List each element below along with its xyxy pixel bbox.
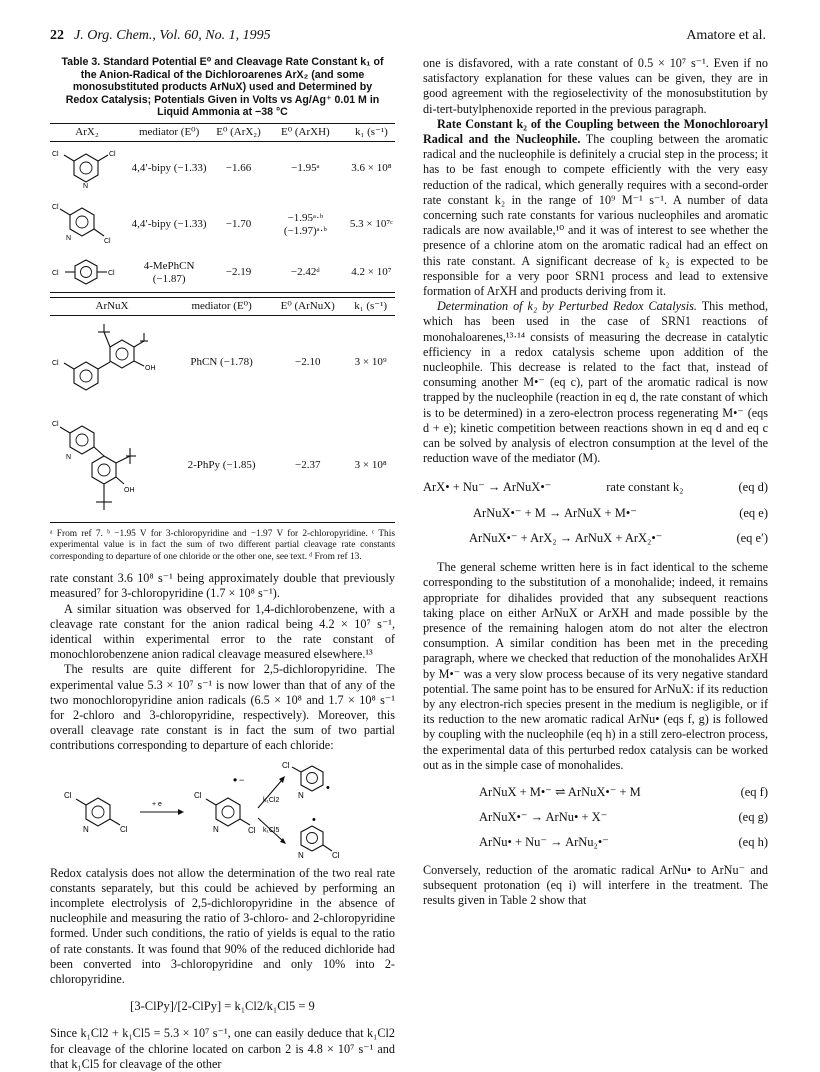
equation-text: ArNu• + Nu⁻ → ArNu₂•⁻ (479, 835, 609, 850)
table-3 (50, 123, 395, 293)
paragraph: rate constant 3.6 10⁸ s⁻¹ being approximately double that previously measured⁷ for 3-chloropyridine (1.7 × 10⁸ s⁻¹). (50, 571, 395, 601)
paragraph: This method, which has been used in the case of SRN1 reactions of monohaloarenes,¹³·¹⁴ consists of measuring the decrease in catalytic efficiency in a redox catalysis scheme upon addition of the nucleophile. This decrease is related to the fact that, instead of consuming another M•⁻ (eq c), part of the aromatic radical is now trapped by the nucleophile (reaction in eq d, the rate constant of which is to be determined) in a zero-electron process regenerating M•⁻ (eqs d + e); kinetic competition between reactions shown in eq d and eq c can be solved by analysis of electron consumption at the level of the reduction wave of the mediator (M). (423, 299, 768, 466)
equation-tag: (eq e′) (736, 530, 768, 545)
chem-label: N (83, 824, 89, 834)
table-row (50, 315, 395, 410)
chem-label: Cl (52, 269, 59, 277)
section-heading: Rate Constant k₂ of the Coupling between the Monochloroaryl Radical and the Nucleophile. (423, 116, 768, 147)
svg-text:OH: OH (124, 486, 135, 494)
table-row (50, 196, 395, 254)
cell-k1: 4.2 × 10⁷ (351, 266, 392, 279)
paragraph: A similar situation was observed for 1,4-dichlorobenzene, with a cleavage rate constant for the anion radical being 4.2 × 10⁷ s⁻¹, identical within experimental error to the rate constant of monochlorobenzene anion radical cleavage measured elsewhere.¹³ (50, 601, 395, 662)
svg-text:•: • (312, 813, 316, 826)
col-header-e-arxh: E⁰ (ArXH) (280, 125, 330, 138)
chem-label: Cl (52, 203, 59, 211)
pyridyl-phenol-structure-icon (52, 412, 172, 516)
table-header-row (50, 123, 395, 141)
chem-label: N (66, 234, 72, 242)
cleavage-scheme (50, 760, 395, 860)
col-header-k1: k₁ (s⁻¹) (355, 125, 388, 138)
chem-label: N (298, 790, 304, 800)
paragraph: Conversely, reduction of the aromatic radical ArNu• to ArNu⁻ and subsequent protonation (eq i) will interfere in the treatment. The results given in Table 2 show that (423, 862, 768, 907)
page-number: 22 (50, 28, 64, 43)
col-header-k1: k₁ (s⁻¹) (354, 299, 388, 312)
equation-row (423, 480, 768, 495)
equation-text: ArNuX•⁻ + ArX₂ → ArNuX + ArX₂•⁻ (469, 530, 663, 545)
paragraph: Since k₁Cl2 + k₁Cl5 = 5.3 × 10⁷ s⁻¹, one can easily deduce that k₁Cl2 for cleavage of the chlorine located on carbon 2 is 4.8 × 10⁷ s⁻¹ and that k₁Cl5 for cleavage of the other (50, 1026, 395, 1071)
structure-2-5-dichloropyridine (50, 196, 124, 254)
paragraph: The general scheme written here is in fact identical to the scheme corresponding to the substitution of a monohalide; indeed, it remains appropriate for dihalides provided that any subsequent reactions taking place on either ArNuX or ArXH and made possible by the presence of the remaining halogen atom do not alter the electron consumption. A similar condition has been met in the preceding paragraph, where we checked that reduction of the monohalides ArXH by M•⁻ was a very slow process because of its very negative standard potential. The same point has to be ensured for ArNuX: if its reduction by any electron-rich species present in the medium is negligible, or if its reduction to the new aromatic radical ArNu• (eqs f, g) is followed by coupling with the nucleophile (eq h) in a still zero-electron process, the experimental data of this perturbed redox catalysis can be worked out as in the simple case of monohalides. (423, 560, 768, 772)
table-row (50, 254, 395, 293)
structure-arnux-2 (50, 410, 174, 523)
cell-mediator: 4,4′-bipy (−1.33) (131, 162, 207, 175)
equation-row (479, 810, 768, 825)
table-caption: Table 3. Standard Potential E⁰ and Cleavage Rate Constant k₁ of the Anion-Radical of the Dichloroarenes ArX₂ (and some monosubstituted products ArNuX) used and Determined by Redox Catalysis; Potentials Given in Volts vs Ag/Ag⁺ 0.01 M in Liquid Ammonia at −38 °C (61, 56, 384, 119)
equations-d-e (423, 480, 768, 546)
chem-label: Cl (120, 824, 128, 834)
equation-tag: (eq e) (739, 505, 768, 520)
table-header-row (50, 297, 395, 315)
cell-k1: 5.3 × 10⁷ᶜ (349, 218, 393, 231)
col-header-mediator: mediator (E⁰) (191, 299, 252, 312)
chem-label: Cl (282, 760, 290, 770)
subsection-heading: Determination of k₂ by Perturbed Redox Catalysis. (437, 299, 697, 314)
col-header-e-arx2: E⁰ (ArX₂) (216, 125, 261, 138)
chem-label: Cl (332, 850, 340, 860)
paragraph: The coupling between the aromatic radical and the nucleophile is definitely a crucial step in the process; it has to be fast enough to compete efficiently with the very easy reduction of the radical, which generally requires with a second-order rate constant k₂ in the range of 10⁹ M⁻¹ s⁻¹. A number of data concerning such rate constants for various nucleophiles and aromatic radicals are now available,¹⁰ and it was of interest to see whether the presence of a chlorine atom on the aromatic radical had an effect on this rate constant. A significant decrease of k₂ is expected to be responsible for a very poor SRN1 process and lead to extensive formation of ArXH and products deriving from it. (423, 132, 768, 299)
equation-text: ArX• + Nu⁻ → ArNuX•⁻ (423, 480, 552, 495)
cell-mediator: 4,4′-bipy (−1.33) (131, 218, 207, 231)
dichloropyridine-structure-icon (52, 144, 120, 190)
chem-label: Cl (52, 359, 59, 367)
chem-label: N (83, 182, 89, 190)
svg-text:−: − (239, 774, 245, 785)
col-header-arx2: ArX₂ (75, 125, 99, 138)
svg-text:•: • (233, 772, 238, 787)
table-row (50, 141, 395, 196)
equation-note: rate constant k₂ (606, 480, 684, 495)
chem-label: Cl (104, 237, 111, 245)
svg-text:•: • (326, 781, 330, 794)
rate-constant-cl2-label: k₁Cl2 (263, 796, 280, 804)
equation-row (423, 531, 768, 546)
cell-e-arxh: −1.95ᵃ (291, 162, 320, 175)
cell-e: −2.37 (295, 459, 321, 472)
cell-e-arx2: −2.19 (225, 266, 252, 279)
cell-e-arx2: −1.66 (225, 162, 252, 175)
equation-text: ArNuX + M•⁻ ⇌ ArNuX•⁻ + M (479, 784, 641, 799)
chem-label: Cl (248, 825, 256, 835)
table-row (50, 410, 395, 523)
chem-label: Cl (52, 150, 59, 158)
cell-k1: 3.6 × 10⁸ (351, 162, 392, 175)
chem-label: N (66, 453, 72, 461)
dichloropyridine-structure-icon (52, 198, 120, 248)
chem-label: N (213, 824, 219, 834)
equation-row (423, 506, 768, 521)
running-header (50, 28, 766, 44)
chem-label: Cl (52, 420, 59, 428)
equation-text: ArNuX•⁻ + M → ArNuX + M•⁻ (473, 505, 637, 520)
cell-e-arxh: −1.95ᵃ·ᵇ (−1.97)ᵃ·ᵇ (283, 211, 327, 237)
equations-f-h (423, 785, 768, 851)
table-footnote: ᵃ From ref 7. ᵇ −1.95 V for 3-chloropyridine and −1.97 V for 2-chloropyridine. ᶜ This experimental value is in fact the sum of two different partial cleavage rate constants corresponding to departure of one chloride or the other one, see text. ᵈ From ref 13. (50, 528, 395, 562)
cell-e-arx2: −1.70 (225, 218, 252, 231)
equation-row (479, 835, 768, 850)
aryl-phenol-structure-icon (52, 318, 172, 404)
right-column (423, 56, 768, 908)
col-header-mediator: mediator (E⁰) (138, 125, 200, 138)
paragraph: The results are quite different for 2,5-dichloropyridine. The experimental value 5.3 × 10⁷ s⁻¹ is now lower than that of any of the two monochloropyridine anion radicals (6.5 × 10⁸ and 1.7 × 10⁸ s⁻¹ for 2-chloro and 3-chloropyridine, respectively). Moreover, this overall cleavage rate constant is in fact the sum of two partial contributions corresponding to departure of each chloride: (50, 662, 395, 753)
chem-label: Cl (194, 790, 202, 800)
author-names: Amatore et al. (686, 28, 766, 43)
cell-mediator: 2-PhPy (−1.85) (187, 459, 256, 472)
equation-tag: (eq f) (740, 784, 768, 799)
journal-citation: J. Org. Chem., Vol. 60, No. 1, 1995 (74, 28, 271, 43)
equation-tag: (eq g) (738, 810, 768, 825)
equation-row (479, 785, 768, 800)
cell-e: −2.10 (295, 356, 321, 369)
equation-text: ArNuX•⁻ → ArNu• + X⁻ (479, 810, 608, 825)
cell-k1: 3 × 10⁹ (354, 356, 387, 369)
plus-electron-label: + e (152, 800, 162, 808)
chem-label: Cl (108, 269, 115, 277)
equation-tag: (eq h) (738, 835, 768, 850)
chem-label: Cl (109, 150, 116, 158)
chem-label: N (298, 850, 304, 860)
table-3-part-2 (50, 297, 395, 523)
left-column (50, 56, 395, 1072)
cell-k1: 3 × 10⁸ (354, 459, 387, 472)
col-header-e-arnux: E⁰ (ArNuX) (280, 299, 335, 312)
paragraph: Redox catalysis does not allow the determination of the two real rate constants separately, but this could be achieved by performing an incomplete electrolysis of 2,5-dichloropyridine in the absence of nucleophile and measuring the ratio of 3-chloro- and 2-chloropyridine formed. Under such conditions, the ratio of yields is equal to the ratio of rate constants. It was found that 90% of the reduced dichloride had been converted into 3-chloropyridine and only 10% into 2-chloropyridine. (50, 865, 395, 987)
paragraph: one is disfavored, with a rate constant of 0.5 × 10⁷ s⁻¹. Even if no satisfactory explanation for these values can be given, they are in good agreement with the regioselectivity of the monosubstitution by di-tert-butylphenoxide reported in the previous paragraph. (423, 56, 768, 116)
cell-mediator: PhCN (−1.78) (190, 356, 253, 369)
chem-label: Cl (64, 790, 72, 800)
equation-tag: (eq d) (738, 480, 768, 495)
structure-arnux-1 (50, 315, 174, 410)
dichlorobenzene-structure-icon (52, 256, 120, 286)
structure-2-6-dichloropyridine (50, 141, 124, 196)
cell-mediator: 4-MePhCN (−1.87) (143, 259, 195, 285)
cell-e-arxh: −2.42ᵈ (290, 266, 320, 279)
svg-text:OH: OH (145, 364, 156, 372)
rate-constant-cl5-label: k₁Cl5 (263, 826, 280, 834)
structure-1-4-dichlorobenzene (50, 254, 124, 293)
col-header-arnux: ArNuX (95, 299, 129, 312)
ratio-equation: [3-ClPy]/[2-ClPy] = k₁Cl2/k₁Cl5 = 9 (130, 999, 315, 1014)
